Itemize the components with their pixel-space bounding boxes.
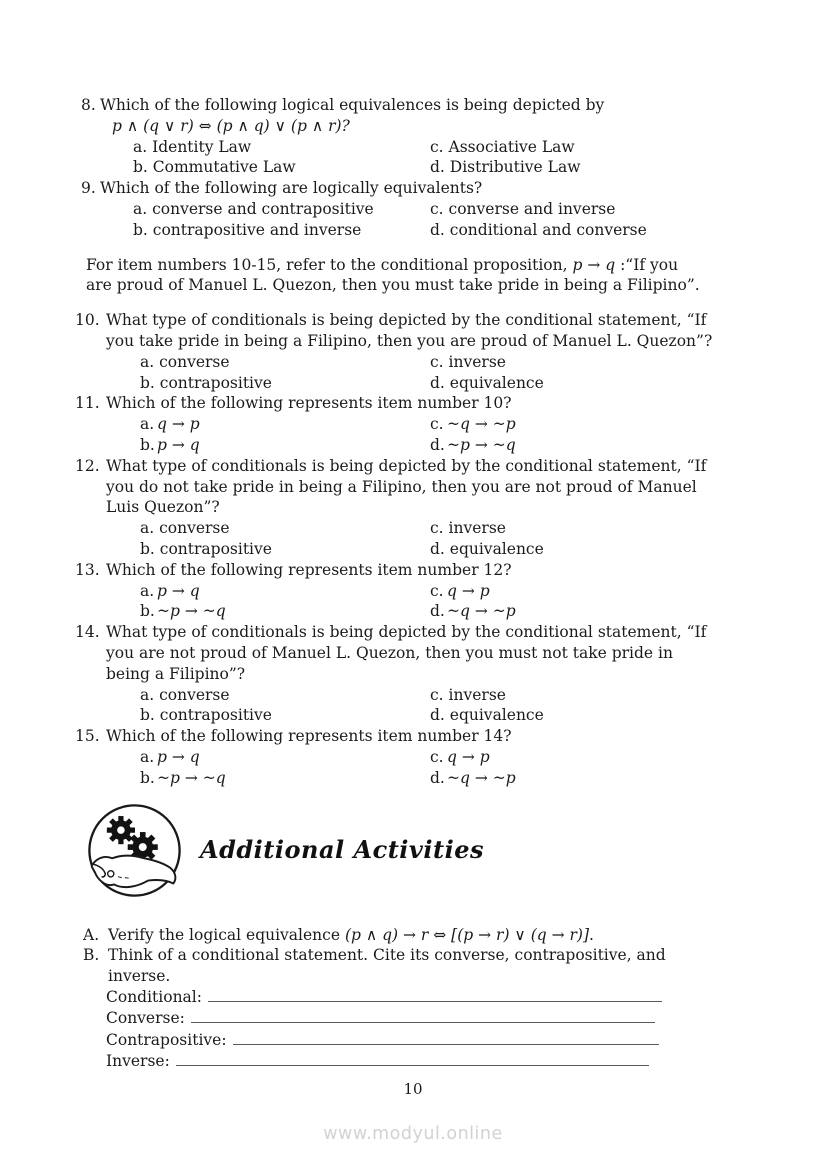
question-13 [75, 560, 718, 581]
option-b: b. contrapositive [140, 706, 272, 725]
field-conditional [106, 987, 826, 1008]
option-letter: b. [140, 768, 155, 787]
question-number: 8. [81, 96, 96, 114]
question-number: 9. [81, 179, 96, 198]
question-number: 13. [75, 560, 100, 579]
activities-section [0, 925, 826, 1073]
question-14-options [140, 685, 826, 727]
question-15-options [140, 747, 826, 789]
option-d: d. equivalence [430, 706, 544, 725]
field-contrapositive [106, 1030, 826, 1051]
option-c [430, 747, 826, 768]
question-12-options [140, 518, 826, 560]
option-c [430, 414, 826, 435]
question-11 [75, 393, 718, 414]
option-a: a. converse and contrapositive [133, 199, 374, 218]
question-number: 10. [75, 311, 100, 330]
option-c: c. converse and inverse [430, 199, 616, 218]
field-converse [106, 1008, 826, 1029]
question-15 [75, 726, 718, 747]
option-letter: d. [430, 602, 445, 621]
option-d: d. conditional and converse [430, 220, 647, 239]
option-a [140, 414, 430, 435]
option-math: ~p → ~q [157, 768, 226, 787]
option-a [140, 581, 430, 602]
option-a: a. converse [140, 519, 230, 538]
question-text: Which of the following logical equivalences is being depicted by [100, 96, 605, 114]
option-math: ~q → ~p [447, 602, 516, 621]
question-number: 12. [75, 456, 100, 475]
question-10-options [140, 352, 826, 394]
option-letter: a. [140, 581, 155, 600]
option-c: c. inverse [430, 519, 506, 538]
option-a [140, 747, 430, 768]
item-text-prefix: Verify the logical equivalence [108, 925, 345, 944]
activities-heading: Additional Activities [200, 834, 484, 864]
option-c: c. inverse [430, 685, 506, 704]
activity-item-b [83, 945, 726, 987]
option-b: b. contrapositive [140, 539, 272, 558]
question-number: 14. [75, 623, 100, 642]
question-8-options [133, 137, 826, 179]
item-label: B. [83, 946, 100, 965]
option-math: p → q [157, 581, 200, 600]
question-text: What type of conditionals is being depicted by the conditional statement, “If you are not proud of Manuel L. Quezon, then you must not take pride in being a Filipino”? [106, 623, 707, 683]
question-8 [81, 95, 826, 116]
item-text-suffix: . [589, 925, 594, 944]
intro-prefix: For item numbers 10-15, refer to the conditional proposition, [86, 255, 573, 274]
option-a: a. converse [140, 352, 230, 371]
question-number: 11. [75, 394, 100, 413]
question-text: Which of the following represents item number 12? [106, 560, 512, 579]
option-d: d. equivalence [430, 373, 544, 392]
question-11-options [140, 414, 826, 456]
question-number: 15. [75, 727, 100, 746]
activity-item-a [83, 925, 726, 946]
field-inverse [106, 1051, 826, 1072]
option-letter: c. [430, 747, 444, 766]
option-d [430, 768, 826, 789]
option-letter: b. [140, 602, 155, 621]
item-label: A. [83, 925, 100, 944]
question-12 [75, 456, 718, 518]
option-letter: a. [140, 747, 155, 766]
hand-gears-icon [86, 802, 183, 899]
intro-suffix: :“If you are proud of Manuel L. Quezon, then you must take pride in being a Filipino”. [86, 255, 700, 295]
questions-8-9-section [0, 95, 826, 241]
question-13-options [140, 581, 826, 623]
intro-paragraph [86, 255, 702, 297]
write-line [233, 1031, 659, 1045]
option-math: ~q → ~p [447, 768, 516, 787]
question-10 [75, 310, 718, 352]
question-14 [75, 622, 718, 684]
option-letter: d. [430, 768, 445, 787]
option-b [140, 601, 430, 622]
option-a: a. converse [140, 685, 230, 704]
question-text: Which of the following represents item number 10? [106, 394, 512, 413]
option-c [430, 581, 826, 602]
write-line [191, 1009, 655, 1023]
option-letter: c. [430, 415, 444, 434]
write-line [208, 988, 662, 1002]
questions-10-15-section [0, 310, 826, 788]
question-text: What type of conditionals is being depicted by the conditional statement, “If you do not take pride in being a Filipino, then you are not proud of Manuel Luis Quezon”? [106, 456, 707, 517]
intro-math: p → q [572, 255, 616, 274]
question-8-formula: p ∧ (q ∨ r) ⇔ (p ∧ q) ∨ (p ∧ r)? [112, 116, 350, 135]
option-math: q → p [157, 415, 200, 434]
watermark: www.modyul.online [323, 1124, 503, 1144]
option-d [430, 601, 826, 622]
write-line [176, 1052, 649, 1066]
option-b: b. contrapositive and inverse [133, 220, 362, 239]
option-math: q → p [447, 581, 490, 600]
option-math: ~q → ~p [447, 415, 516, 434]
question-text: Which of the following represents item number 14? [106, 727, 512, 746]
option-c: c. Associative Law [430, 137, 575, 156]
option-b: b. Commutative Law [133, 158, 296, 177]
option-letter: a. [140, 415, 155, 434]
option-b [140, 435, 430, 456]
page-number: 10 [403, 1080, 423, 1098]
option-d: d. Distributive Law [430, 158, 581, 177]
option-math: ~p → ~q [447, 435, 516, 454]
field-label: Contrapositive: [106, 1030, 227, 1049]
option-d [430, 435, 826, 456]
activities-header [86, 802, 826, 899]
question-9-options [133, 199, 826, 241]
option-math: p → q [157, 435, 200, 454]
field-label: Conditional: [106, 987, 202, 1006]
option-letter: d. [430, 435, 445, 454]
question-9 [81, 178, 826, 199]
item-text: Think of a conditional statement. Cite its converse, contrapositive, and inverse. [108, 946, 666, 986]
option-c: c. inverse [430, 352, 506, 371]
option-math: p → q [157, 747, 200, 766]
option-letter: c. [430, 581, 444, 600]
option-letter: b. [140, 435, 155, 454]
item-math: (p ∧ q) → r ⇔ [(p → r) ∨ (q → r)] [344, 925, 590, 944]
field-label: Inverse: [106, 1052, 170, 1071]
option-a: a. Identity Law [133, 137, 252, 156]
question-text: What type of conditionals is being depicted by the conditional statement, “If you take pride in being a Filipino, then you are proud of Manuel L. Quezon”? [106, 311, 713, 350]
option-math: ~p → ~q [157, 602, 226, 621]
question-text: Which of the following are logically equivalents? [100, 179, 483, 198]
field-label: Converse: [106, 1009, 185, 1028]
option-math: q → p [447, 747, 490, 766]
option-b [140, 768, 430, 789]
option-d: d. equivalence [430, 539, 544, 558]
option-b: b. contrapositive [140, 373, 272, 392]
